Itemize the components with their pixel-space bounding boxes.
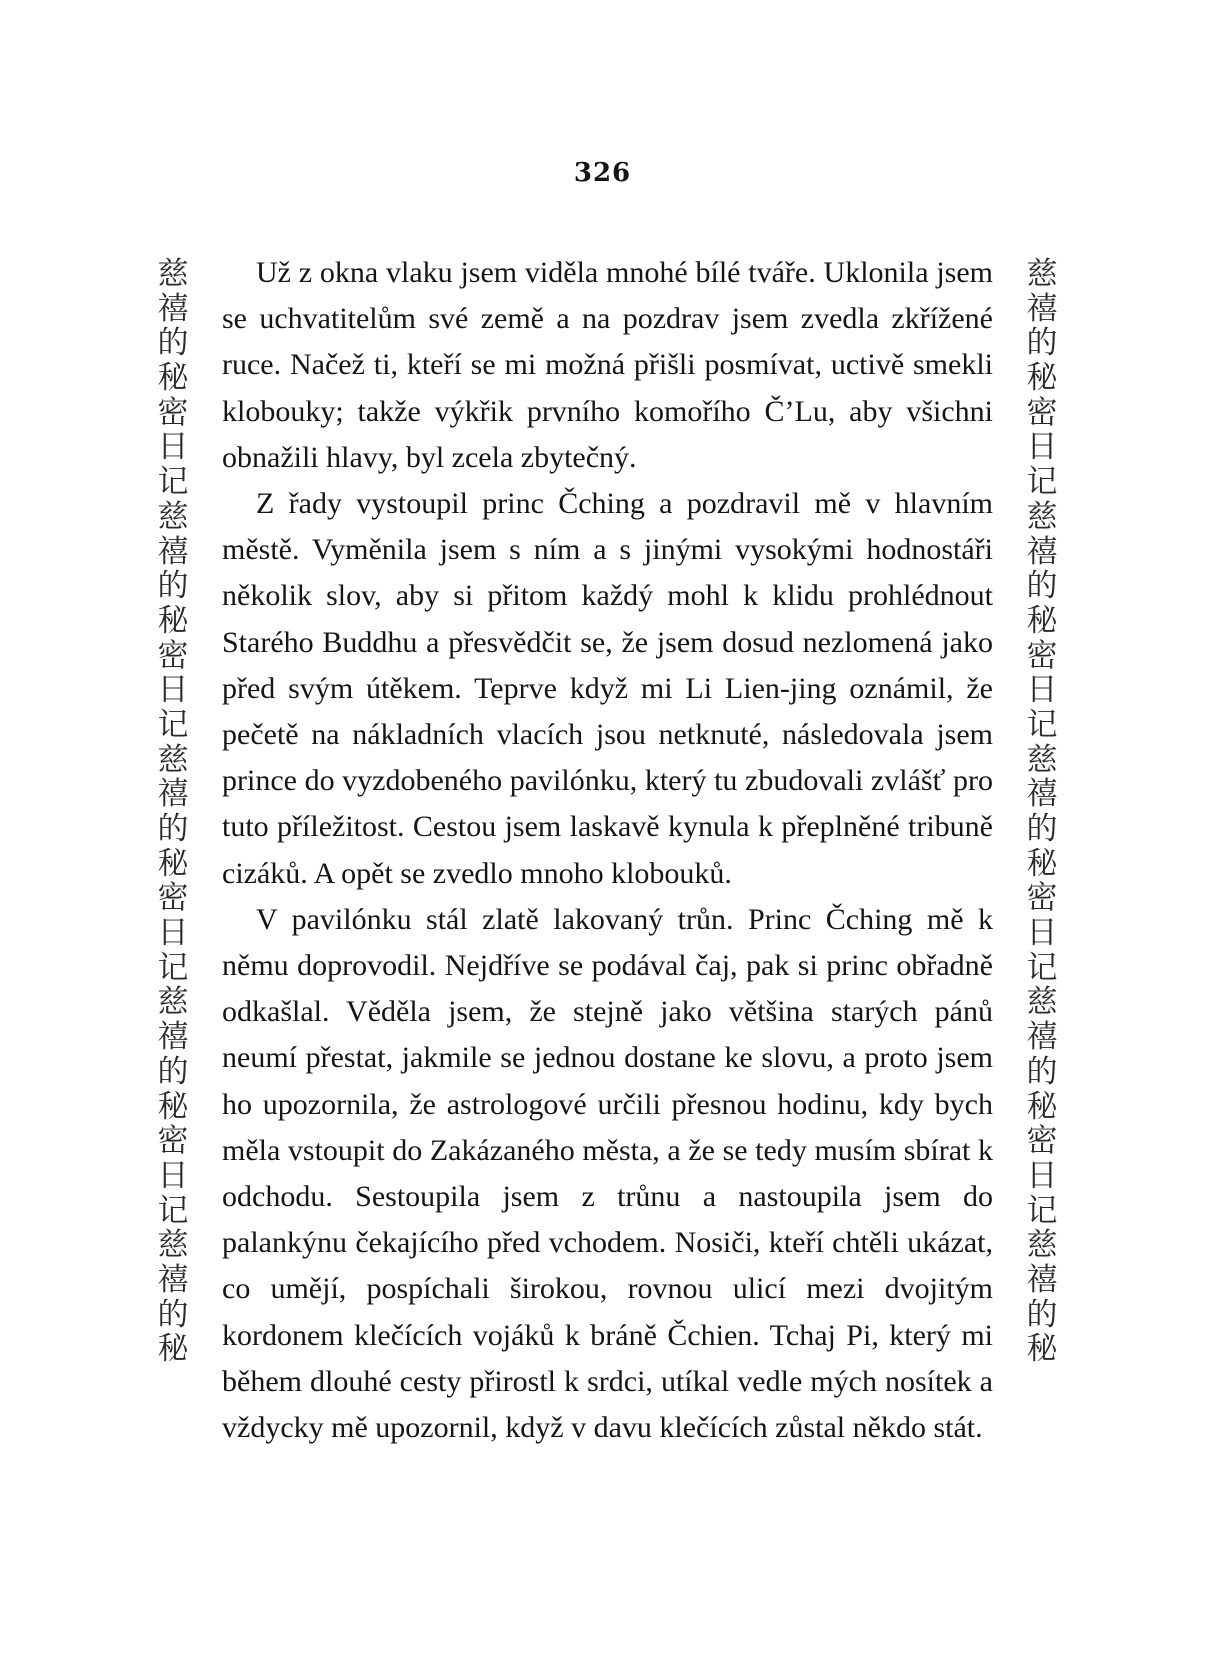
margin-glyph: 慈: [1026, 1227, 1058, 1264]
margin-glyph: 秘: [157, 845, 189, 882]
margin-glyph: 禧: [157, 1261, 189, 1298]
margin-glyph: 日: [1026, 1157, 1058, 1194]
margin-glyph: 的: [157, 1053, 189, 1090]
page-number: 326: [573, 158, 632, 188]
margin-glyph: 慈: [157, 1227, 189, 1264]
margin-glyph: 秘: [157, 602, 189, 639]
margin-glyph: 慈: [1026, 741, 1058, 778]
margin-glyph: 慈: [1026, 498, 1058, 535]
margin-glyph: 记: [157, 464, 189, 501]
margin-glyph: 的: [157, 325, 189, 362]
margin-glyph: 秘: [157, 1088, 189, 1125]
margin-glyph: 记: [157, 1192, 189, 1229]
margin-glyph: 慈: [157, 741, 189, 778]
paragraph: V pavilónku stál zlatě lakovaný trůn. Princ Čching mě k němu doprovodil. Nejdříve se podával čaj, pak si princ obřadně odkašlal. Věděla jsem, že stejně jako většina starých pánů neumí přestat, jakmile se jednou dostane ke slovu, a proto jsem ho upozornila, že astrologové určili přesnou hodinu, kdy bych měla vstoupit do Zakázaného města, a že se tedy musím sbírat k odchodu. Sestoupila jsem z trůnu a nastoupila jsem do palankýnu čekajícího před vchodem. Nosiči, kteří chtěli ukázat, co umějí, pospíchali širokou, rovnou ulicí mezi dvojitým kordonem klečících vojáků k bráně Čchien. Tchaj Pi, který mi během dlouhé cesty přirostl k srdci, utíkal vedle mých nosítek a vždycky mě upozornil, když v davu klečících zůstal někdo stát.: [222, 902, 993, 1445]
margin-glyph: 秘: [1026, 1088, 1058, 1125]
margin-glyph: 秘: [157, 1331, 189, 1368]
margin-glyph: 慈: [1026, 984, 1058, 1021]
margin-glyph: 禧: [1026, 290, 1058, 327]
right-margin-ornament: [1017, 257, 1067, 1367]
margin-glyph: 密: [157, 394, 189, 431]
body-text: [222, 250, 993, 1451]
margin-glyph: 禧: [1026, 1261, 1058, 1298]
margin-glyph: 日: [1026, 915, 1058, 952]
margin-glyph: 日: [157, 429, 189, 466]
margin-glyph: 的: [157, 1296, 189, 1333]
margin-glyph: 记: [1026, 464, 1058, 501]
margin-glyph: 的: [1026, 1296, 1058, 1333]
margin-glyph: 日: [1026, 672, 1058, 709]
margin-glyph: 秘: [1026, 360, 1058, 397]
margin-glyph: 慈: [1026, 256, 1058, 292]
margin-glyph: 秘: [157, 360, 189, 397]
margin-glyph: 日: [1026, 429, 1058, 466]
paragraph: Z řady vystoupil princ Čching a pozdravil mě v hlavním městě. Vyměnila jsem s ním a s jinými vysokými hodnostáři několik slov, aby si přitom každý mohl k klidu prohlédnout Starého Buddhu a přesvědčit se, že jsem dosud nezlomená jako před svým útěkem. Teprve když mi Li Lien-jing oznámil, že pečetě na nákladních vlacích jsou netknuté, následovala jsem prince do vyzdobeného pavilónku, který tu zbudovali zvlášť pro tuto příležitost. Cestou jsem laskavě kynula k přeplněné tribuně cizáků. A opět se zvedlo mnoho klobouků.: [222, 487, 993, 890]
margin-glyph: 记: [1026, 949, 1058, 986]
margin-glyph: 记: [1026, 706, 1058, 743]
margin-glyph: 日: [157, 1157, 189, 1194]
margin-glyph: 密: [157, 637, 189, 674]
margin-glyph: 的: [1026, 1053, 1058, 1090]
margin-glyph: 禧: [1026, 776, 1058, 813]
margin-glyph: 记: [157, 949, 189, 986]
margin-glyph: 的: [157, 568, 189, 605]
margin-glyph: 日: [157, 672, 189, 709]
margin-glyph: 慈: [157, 498, 189, 535]
margin-glyph: 禧: [1026, 533, 1058, 570]
margin-glyph: 密: [1026, 637, 1058, 674]
margin-glyph: 密: [157, 880, 189, 917]
margin-glyph: 的: [1026, 811, 1058, 847]
margin-glyph: 密: [157, 1123, 189, 1160]
margin-glyph: 日: [157, 915, 189, 952]
margin-glyph: 密: [1026, 394, 1058, 431]
margin-glyph: 禧: [157, 290, 189, 327]
margin-glyph: 禧: [1026, 1019, 1058, 1056]
margin-glyph: 的: [1026, 568, 1058, 605]
margin-glyph: 记: [1026, 1192, 1058, 1229]
margin-glyph: 禧: [157, 1019, 189, 1056]
margin-glyph: 秘: [1026, 1331, 1058, 1368]
margin-glyph: 的: [1026, 325, 1058, 362]
margin-glyph: 秘: [1026, 845, 1058, 882]
margin-glyph: 禧: [157, 776, 189, 813]
margin-glyph: 禧: [157, 533, 189, 570]
left-margin-ornament: [148, 257, 198, 1367]
margin-glyph: 秘: [1026, 602, 1058, 639]
margin-glyph: 慈: [157, 984, 189, 1021]
margin-glyph: 的: [157, 811, 189, 847]
margin-glyph: 记: [157, 706, 189, 743]
margin-glyph: 密: [1026, 880, 1058, 917]
margin-glyph: 密: [1026, 1123, 1058, 1160]
margin-glyph: 慈: [157, 256, 189, 292]
paragraph: Už z okna vlaku jsem viděla mnohé bílé tváře. Uklonila jsem se uchvatitelům své země a na pozdrav jsem zvedla zkřížené ruce. Načež ti, kteří se mi možná přišli posmívat, uctivě smekli klobouky; takže výkřik prvního komořího Č’Lu, aby všichni obnažili hlavy, byl zcela zbytečný.: [222, 256, 993, 474]
